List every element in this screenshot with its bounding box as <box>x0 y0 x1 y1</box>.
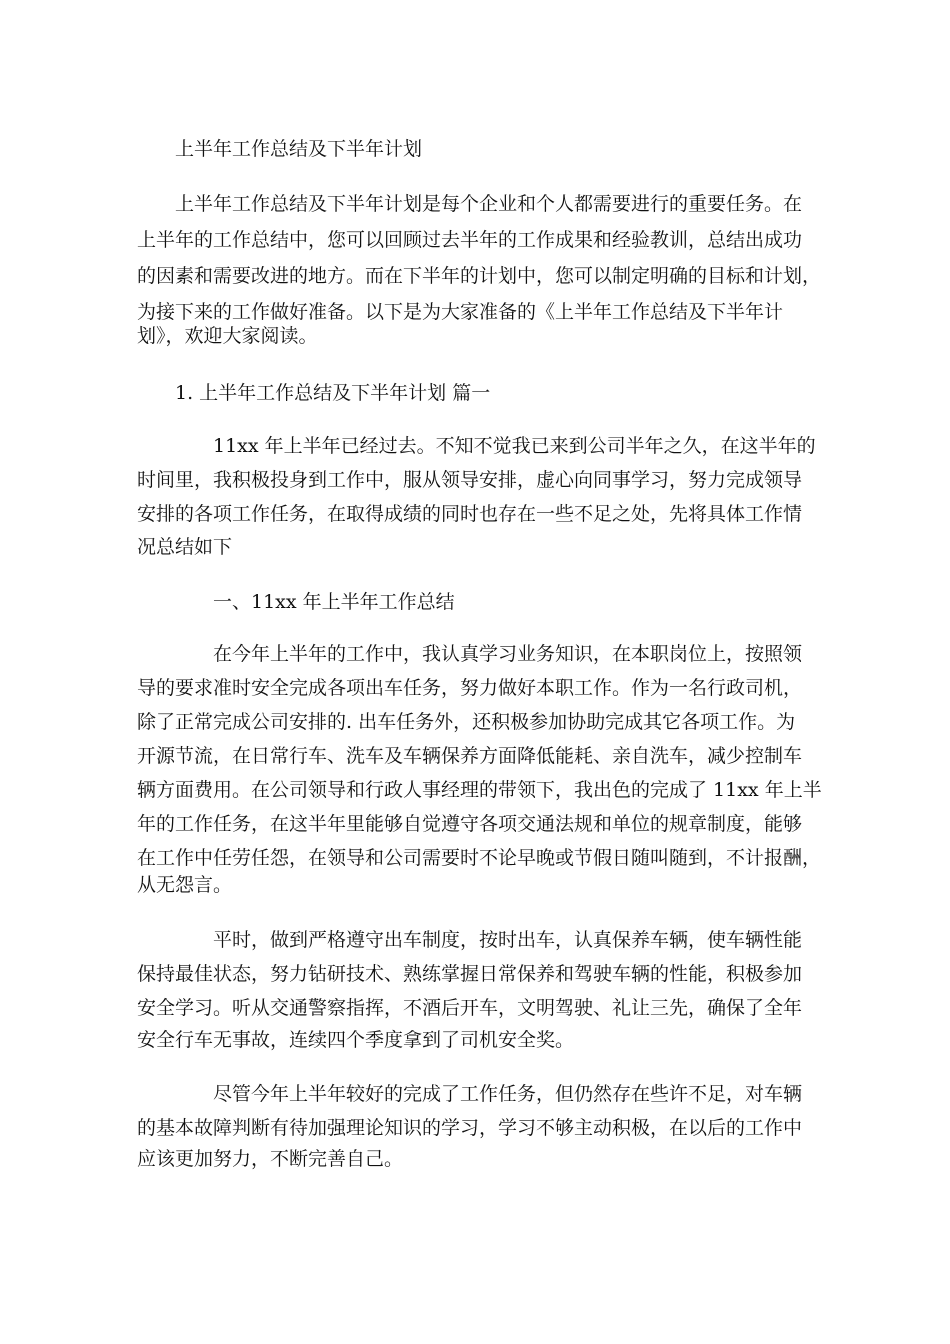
para2-line-7: 在工作中任劳任怨，在领导和公司需要时不论早晚或节假日随叫随到，不计报酬， <box>137 847 822 869</box>
para2-line-6: 年的工作任务，在这半年里能够自觉遵守各项交通法规和单位的规章制度，能够 <box>137 813 803 835</box>
para4-line-1: 尽管今年上半年较好的完成了工作任务，但仍然存在些许不足，对车辆 <box>213 1083 803 1105</box>
document-title: 上半年工作总结及下半年计划 <box>175 138 423 160</box>
para3-line-2: 保持最佳状态，努力钻研技术、熟练掌握日常保养和驾驶车辆的性能，积极参加 <box>137 963 803 985</box>
para1-line-1: 11xx 年上半年已经过去。不知不觉我已来到公司半年之久，在这半年的 <box>213 435 816 457</box>
para2-line-4: 开源节流，在日常行车、洗车及车辆保养方面降低能耗、亲自洗车，减少控制车 <box>137 745 803 767</box>
intro-line-1: 上半年工作总结及下半年计划是每个企业和个人都需要进行的重要任务。在 <box>175 193 803 215</box>
intro-line-5: 划》，欢迎大家阅读。 <box>137 325 318 347</box>
para1-line-3: 安排的各项工作任务，在取得成绩的同时也存在一些不足之处，先将具体工作情 <box>137 503 803 525</box>
intro-line-4: 为接下来的工作做好准备。以下是为大家准备的《上半年工作总结及下半年计 <box>137 301 784 323</box>
subheading: 一、11xx 年上半年工作总结 <box>213 591 455 613</box>
para2-line-3: 除了正常完成公司安排的. 出车任务外，还积极参加协助完成其它各项工作。为 <box>137 711 796 733</box>
para3-line-1: 平时，做到严格遵守出车制度，按时出车，认真保养车辆，使车辆性能 <box>213 929 803 951</box>
para3-line-4: 安全行车无事故，连续四个季度拿到了司机安全奖。 <box>137 1029 575 1051</box>
para4-line-2: 的基本故障判断有待加强理论知识的学习，学习不够主动积极，在以后的工作中 <box>137 1117 803 1139</box>
para1-line-4: 况总结如下 <box>137 536 233 558</box>
section-heading: 1. 上半年工作总结及下半年计划 篇一 <box>175 382 491 404</box>
para2-line-1: 在今年上半年的工作中，我认真学习业务知识，在本职岗位上，按照领 <box>213 643 803 665</box>
intro-line-3: 的因素和需要改进的地方。而在下半年的计划中，您可以制定明确的目标和计划， <box>137 265 822 287</box>
para2-line-8: 从无怨言。 <box>137 874 233 896</box>
para1-line-2: 时间里，我积极投身到工作中，服从领导安排，虚心向同事学习，努力完成领导 <box>137 469 803 491</box>
para2-line-2: 导的要求准时安全完成各项出车任务，努力做好本职工作。作为一名行政司机， <box>137 677 803 699</box>
para3-line-3: 安全学习。听从交通警察指挥，不酒后开车，文明驾驶、礼让三先，确保了全年 <box>137 997 803 1019</box>
intro-line-2: 上半年的工作总结中，您可以回顾过去半年的工作成果和经验教训，总结出成功 <box>137 229 803 251</box>
para4-line-3: 应该更加努力，不断完善自己。 <box>137 1148 404 1170</box>
para2-line-5: 辆方面费用。在公司领导和行政人事经理的带领下，我出色的完成了 11xx 年上半 <box>137 779 822 801</box>
